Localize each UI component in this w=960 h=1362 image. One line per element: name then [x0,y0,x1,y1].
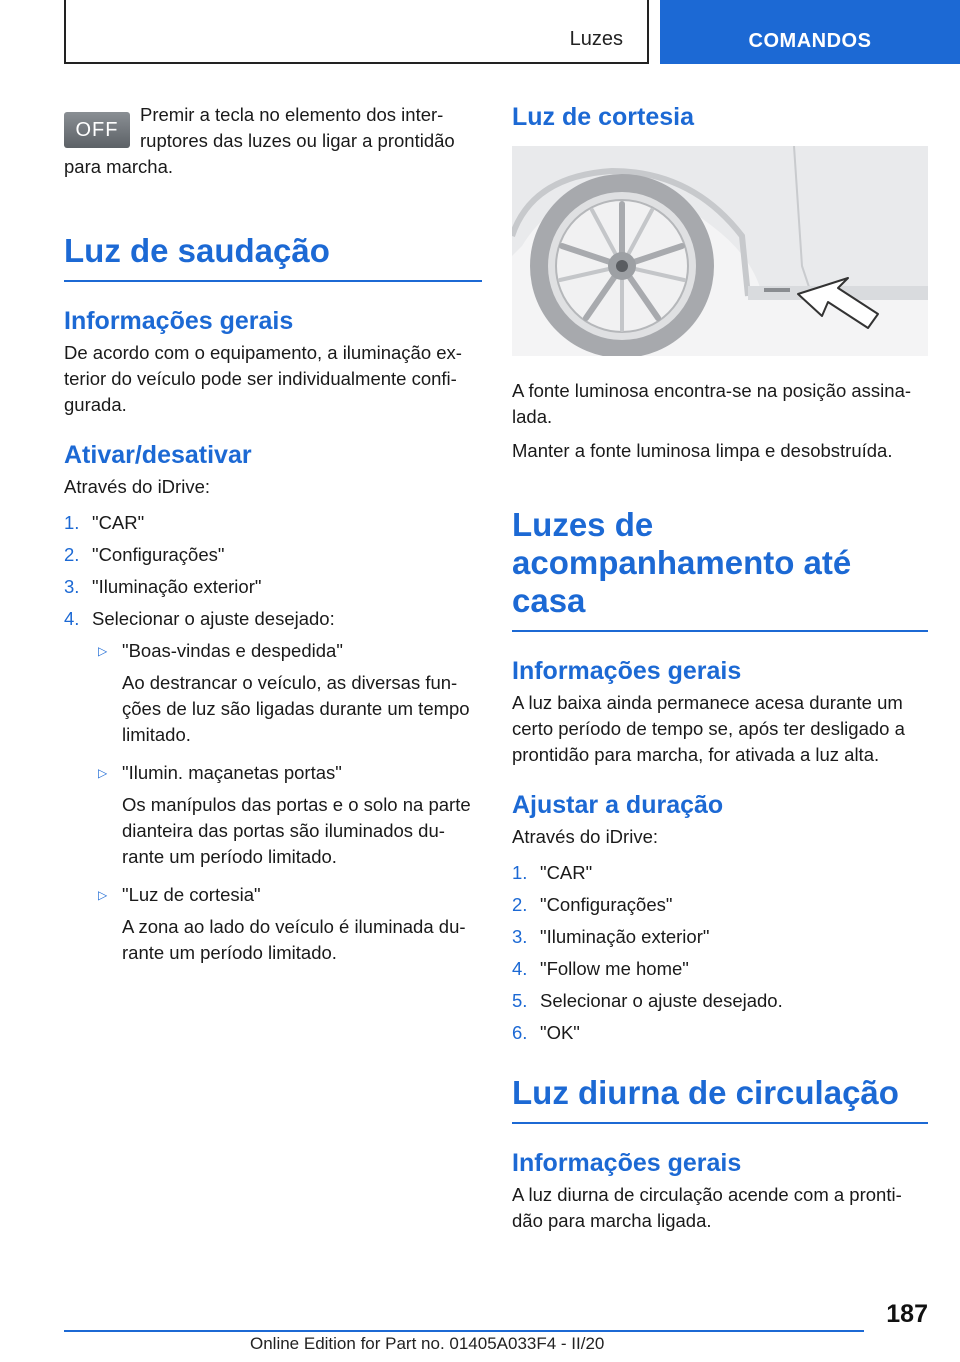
list-item: 4. Selecionar o ajuste desejado: [64,608,335,629]
heading-general-info-2: Informações gerais [512,657,742,685]
triangle-bullet-icon: ▷ [98,644,108,658]
triangle-bullet-icon: ▷ [98,888,108,902]
list-item: 3. "Iluminação exterior" [64,576,262,597]
general-info-3-text: A luz diurna de circulação acende com a pronti‐dão para marcha ligada. [512,1184,902,1231]
via-idrive-text-2: Através do iDrive: [512,826,658,847]
page-number: 187 [886,1300,928,1328]
list-item: 1. "CAR" [64,512,145,533]
triangle-bullet-icon: ▷ [98,766,108,780]
heading-adjust-duration: Ajustar a duração [512,791,724,819]
list-item: 5. Selecionar o ajuste desejado. [512,990,783,1011]
option-item [64,882,482,966]
off-instruction [64,102,482,180]
header-section-title: Luzes [569,28,623,50]
header-section-box [64,0,649,64]
right-column [512,100,928,1234]
option-description: Os manípulos das portas e o solo na parte dianteira das portas são iluminados du‐rante um período limitado. [122,794,471,867]
list-item: 2. "Configurações" [512,894,673,915]
footer-divider [64,1330,864,1332]
option-label: "Ilumin. maçanetas portas" [122,762,342,783]
general-info-2-text: A luz baixa ainda permanece acesa durante um certo período de tempo se, após ter desligado a prontidão para marcha, for ativada a luz alta. [512,692,905,765]
heading-activate-deactivate: Ativar/desativar [64,441,252,469]
heading-courtesy-light: Luz de cortesia [512,103,694,131]
footer-edition-text: Online Edition for Part no. 01405A033F4 - II/20 [250,1334,605,1353]
list-item: 4. "Follow me home" [512,958,689,979]
steps-list [64,510,482,632]
courtesy-light-text1: A fonte luminosa encontra-se na posição assina‐lada. [512,380,912,427]
option-item [64,760,482,870]
car-wheel-illustration [512,146,928,356]
options-list [64,638,482,966]
left-column [64,100,482,978]
option-description: Ao destrancar o veículo, as diversas fun‐ções de luz são ligadas durante um tempo limitado. [122,672,470,745]
section-title-welcome-light: Luz de saudação [64,232,482,282]
steps-list-2 [512,860,928,1046]
option-label: "Boas-vindas e despedida" [122,640,343,661]
list-item: 6. "OK" [512,1022,580,1043]
list-item: 1. "CAR" [512,862,593,883]
via-idrive-text: Através do iDrive: [64,476,210,497]
list-item: 3. "Iluminação exterior" [512,926,710,947]
car-side-image [512,146,928,356]
option-description: A zona ao lado do veículo é iluminada du‐rante um período limitado. [122,916,466,963]
section-title-follow-me-home: Luzes de acompanhamento até casa [512,506,928,632]
section-title-daytime-running-light: Luz diurna de circulação [512,1074,928,1124]
header-chapter-tab [660,0,960,64]
off-button-icon: OFF [64,112,130,148]
heading-general-info-3: Informações gerais [512,1149,742,1177]
list-item: 2. "Configurações" [64,544,225,565]
heading-general-info: Informações gerais [64,307,294,335]
header-chapter-label: COMANDOS [748,30,872,52]
option-item [64,638,482,748]
courtesy-light-text2: Manter a fonte luminosa limpa e desobstruída. [512,440,893,461]
off-text-line1: Premir a tecla no elemento dos inter‐ [140,104,444,125]
option-label: "Luz de cortesia" [122,884,261,905]
off-text-line2: ruptores das luzes ou ligar a prontidão [140,130,455,151]
off-text-line3: para marcha. [64,156,173,177]
general-info-text: De acordo com o equipamento, a iluminação ex‐terior do veículo pode ser individualmente confi‐gurada. [64,342,462,415]
